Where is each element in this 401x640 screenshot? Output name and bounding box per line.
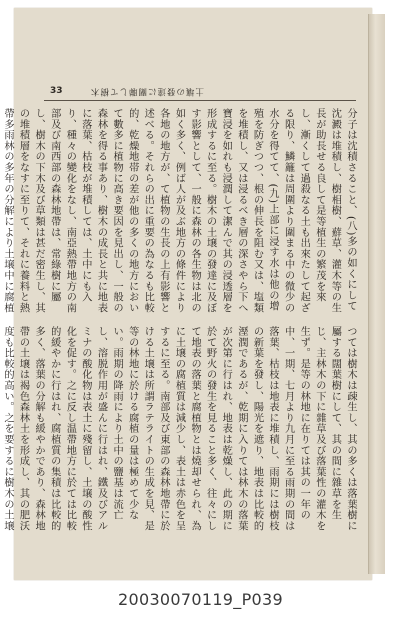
page-number: 33 [50,86,63,96]
image-caption: 20030070119_P039 [118,590,283,609]
body-text-lower: つては樹木は疎生し、其の多くは落葉樹に屬する闊葉樹にして、其の間に雜草を生じ、主林木の下に雜草及び落葉性の灌木を生ず。是等の林地に在りては其の一年の中、一期、七月より九月に至る雨期の間は落葉、枯枝は地表に堆積し、雨期には樹枝の新葉を發し、陽光を遮り、地表は比較的溼潤であるが、乾期に入りては林木の落葉が次第に行はれ、地表は乾燥し、此の期に於て野火の發生を見ること多く、往々にして地表の落葉と腐植物とは燒却せられ、為に土壌の腐植質は減少し、表土は赤色を呈するに至る。南部及び東部の森林地帶に於ける土壌は所謂ラテライトの生成を見、是等の林地に於ける腐植の量は極めて少ない。雨期の降雨により土中の鹽基は流亡し、溶脱作用が盛んに行はれ、鐵及びアルミナの酸化物は表土に殘留し、土壌の酸性化を促す。之に反し温帶地方に於ては比較的緩やかに行はれ、腐植質の集積は比較的多く、落葉の分解も緩やかであり、森林地帶の土壌は褐色森林土を形成し、其の肥沃度も比較的高い。之を要するに樹木の土壌 [1,326,356,532]
header-rule [44,100,356,101]
page-edge [368,14,385,574]
body-text-upper: 分子は沈積さること、(八)多の如くにして沈澱は堆積し、樹相樹、蘚草、灌木等の生長が助長せる良して是等植生の繁茂を來し、漸くして過殺なる土も出來たして起ざる限り、鱗籬は周圍より圍まる中の微少の水分を得てて、(九)上部に浸す水は他の增殖を防ぎつつ、根の伸長を阻む又は、塩類を堆積し、又は浸るべき層の深さやら下へ寶浸を如れも浸潤して潔んで其の浸透層を形成するに至る。樹木の土壌の發達に及ぼす影響として、一般に森林の各生物は北の如く多く、例ば人が及ぶ地方の條件により各地の地方が、て植物の生長の上有影響と述べる。それらの出に重要の為なるも比較的、乾燥地帯の差が他の多くの地方において數多に植物に高き要因を見出し、一般の森林を得る事あり、樹木の成長と共に地表に落葉、枯枝が堆積しては、土中にも入り、種々の變化をなし、南亞熱帶地方の南部及び南西部の森林地帶は、常綠樹に屬し、樹木の下木及び草類は甚だ密生し、其の堆積層をなすに至りて、それに養料と熱帶多雨林の多年の分解により土壌中に腐植 [1,108,356,314]
running-title: 土壤の發達に關聯して樹木 [90,86,205,96]
